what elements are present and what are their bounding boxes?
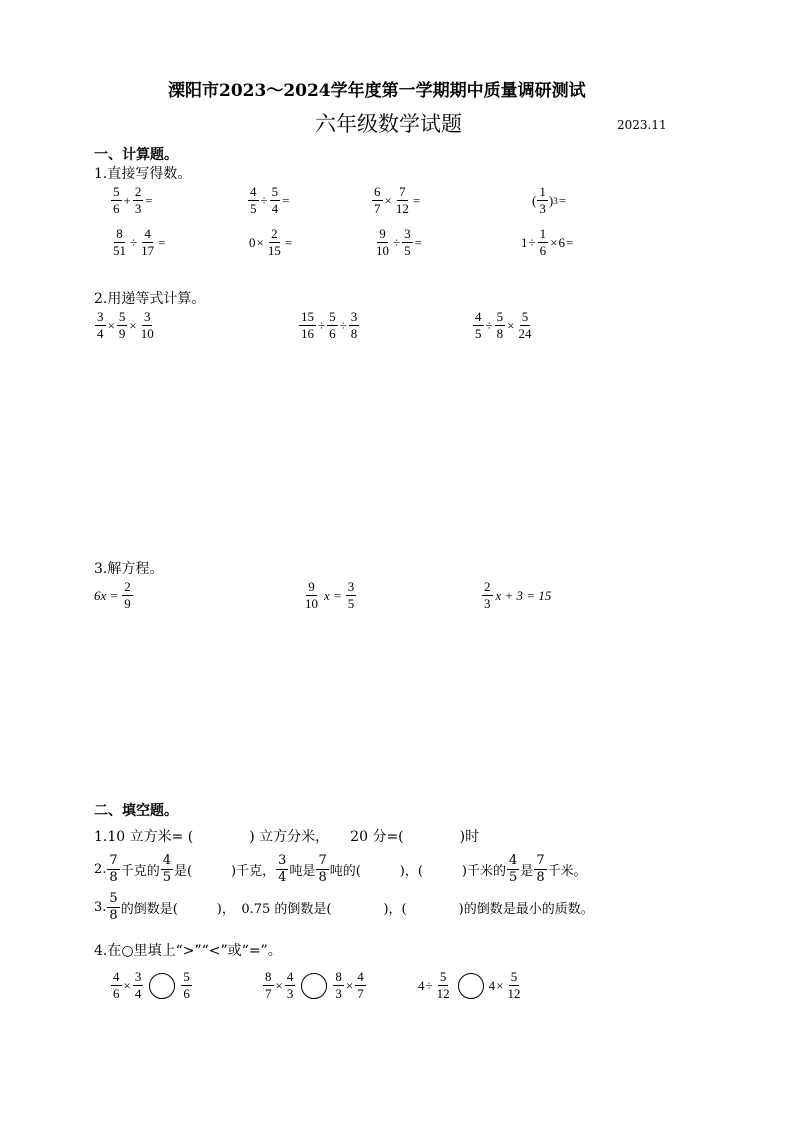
- q3-label: 3.解方程。: [94, 561, 164, 577]
- fraction: $\frac{1}{3}$: [539, 184, 546, 217]
- fill-q3: 3. $\frac{5}{8}$ 的倒数是( )， 0.75 的倒数是( )，( )的倒数是最小的质数。: [94, 891, 594, 924]
- fraction: $\frac{15}{16}$: [301, 309, 314, 342]
- compare-circle-2[interactable]: [301, 973, 327, 999]
- compare-circle-1[interactable]: [149, 973, 175, 999]
- fill-q4-label: 4.在○里填上“>”“<”或“=”。: [94, 943, 282, 959]
- fraction: $\frac{5}{9}$: [118, 309, 126, 342]
- fraction: $\frac{1}{6}$: [539, 226, 547, 259]
- fraction: $\frac{8}{3}$: [335, 969, 342, 1002]
- fraction: $\frac{9}{10}$: [376, 226, 389, 259]
- fraction: $\frac{3}{8}$: [350, 309, 358, 342]
- fraction: $\frac{5}{12}$: [436, 969, 450, 1002]
- q2-expr-1: $\frac{3}{4}$ × $\frac{5}{9}$ × $\frac{3}{10}$: [97, 309, 154, 342]
- fill-q2: 2. $\frac{7}{8}$ 千克的 $\frac{4}{5}$ 是( )千克， $\frac{3}{4}$ 吨是 $\frac{7}{8}$ 吨的( )，( )千米的 $\frac{4}{5}$ 是 $\frac{7}{8}$ 千米。: [94, 853, 587, 886]
- fraction: $\frac{3}{5}$: [347, 579, 355, 612]
- fraction: $\frac{7}{12}$: [395, 184, 409, 217]
- exam-date: 2023.11: [617, 118, 667, 132]
- exam-title: 溧阳市2023～2024学年度第一学期期中质量调研测试: [168, 81, 586, 101]
- fill-q1: 1.10 立方米= ( ) 立方分米， 20 分=( )时: [94, 829, 480, 845]
- fraction: $\frac{3}{4}$: [134, 969, 142, 1002]
- q2-expr-3: $\frac{4}{5}$ ÷ $\frac{5}{8}$ × $\frac{5}{24}$: [475, 309, 532, 342]
- page-subtitle: 六年级数学试题: [315, 112, 462, 136]
- fraction: $\frac{7}{8}$: [536, 853, 545, 886]
- fraction: $\frac{5}{4}$: [271, 184, 279, 217]
- fraction: $\frac{4}{17}$: [141, 226, 155, 259]
- fraction: $\frac{8}{7}$: [265, 969, 272, 1002]
- compare-1: $\frac{4}{6}$ × $\frac{3}{4}$ $\frac{5}{6}$: [113, 969, 190, 1002]
- q1-expr-r2c4: 1 ÷ $\frac{1}{6}$ × 6 =: [521, 226, 574, 259]
- q1-expr-r2c2: 0 × $\frac{2}{15}$ =: [249, 226, 293, 259]
- fraction: $\frac{4}{3}$: [286, 969, 294, 1002]
- q3-equation-2: $\frac{9}{10}$ x = $\frac{3}{5}$: [305, 579, 355, 612]
- fraction: $\frac{4}{6}$: [113, 969, 120, 1002]
- fraction: $\frac{5}{24}$: [518, 309, 532, 342]
- q1-expr-r1c1: $\frac{5}{6}$ + $\frac{2}{3}$ =: [113, 184, 153, 217]
- q1-label: 1.直接写得数。: [94, 166, 192, 182]
- fraction: $\frac{2}{3}$: [484, 579, 491, 612]
- q1-expr-r1c2: $\frac{4}{5}$ ÷ $\frac{5}{4}$ =: [250, 184, 290, 217]
- compare-3: 4 ÷ $\frac{5}{12}$ 4 × $\frac{5}{12}$: [418, 969, 521, 1002]
- q3-equation-3: $\frac{2}{3}$ x + 3 = 15: [484, 579, 552, 612]
- q1-expr-r2c3: $\frac{9}{10}$ ÷ $\frac{3}{5}$ =: [376, 226, 422, 259]
- fraction: $\frac{4}{5}$: [509, 853, 518, 886]
- fraction: $\frac{3}{4}$: [278, 853, 287, 886]
- fraction: $\frac{4}{5}$: [475, 309, 482, 342]
- q1-expr-r2c1: $\frac{8}{51}$ ÷ $\frac{4}{17}$ =: [113, 226, 166, 259]
- q2-expr-2: $\frac{15}{16}$ ÷ $\frac{5}{6}$ ÷ $\frac{3}{8}$: [301, 309, 358, 342]
- fraction: $\frac{3}{10}$: [140, 309, 154, 342]
- q2-label: 2.用递等式计算。: [94, 291, 206, 307]
- fraction: $\frac{2}{9}$: [124, 579, 131, 612]
- fraction: $\frac{5}{6}$: [329, 309, 336, 342]
- fraction: $\frac{5}{6}$: [113, 184, 120, 217]
- compare-circle-3[interactable]: [458, 973, 484, 999]
- fraction: $\frac{4}{5}$: [250, 184, 257, 217]
- fraction: $\frac{5}{12}$: [507, 969, 521, 1002]
- fraction: $\frac{5}{8}$: [496, 309, 504, 342]
- fraction: $\frac{2}{3}$: [134, 184, 142, 217]
- fraction: $\frac{7}{8}$: [109, 853, 118, 886]
- fraction: $\frac{5}{8}$: [109, 891, 118, 924]
- section-1-heading: 一、计算题。: [94, 147, 178, 163]
- fraction: $\frac{6}{7}$: [374, 184, 381, 217]
- q1-expr-r1c4: ( $\frac{1}{3}$ ) 3 =: [532, 184, 567, 217]
- compare-2: $\frac{8}{7}$ × $\frac{4}{3}$ $\frac{8}{3}$ × $\frac{4}{7}$: [265, 969, 364, 1002]
- fraction: $\frac{8}{51}$: [113, 226, 126, 259]
- fraction: $\frac{5}{6}$: [183, 969, 190, 1002]
- fraction: $\frac{2}{15}$: [267, 226, 281, 259]
- q1-expr-r1c3: $\frac{6}{7}$ × $\frac{7}{12}$ =: [374, 184, 421, 217]
- fraction: $\frac{4}{7}$: [357, 969, 364, 1002]
- fraction: $\frac{3}{5}$: [404, 226, 411, 259]
- fraction: $\frac{9}{10}$: [305, 579, 318, 612]
- section-2-heading: 二、填空题。: [94, 803, 178, 819]
- fraction: $\frac{4}{5}$: [162, 853, 171, 886]
- q3-equation-1: 6x = $\frac{2}{9}$: [94, 579, 131, 612]
- fraction: $\frac{3}{4}$: [97, 309, 104, 342]
- fraction: $\frac{7}{8}$: [318, 853, 327, 886]
